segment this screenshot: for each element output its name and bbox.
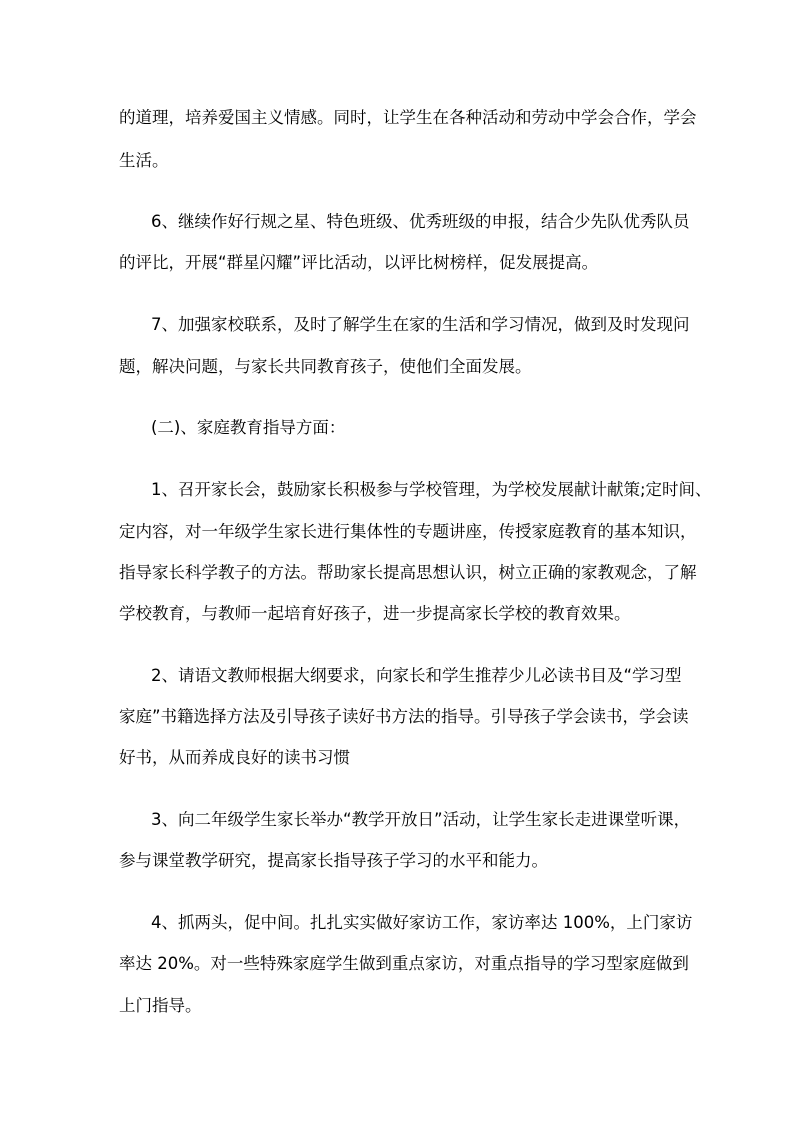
list-item-4-line: 上门指导。	[119, 996, 202, 1015]
list-item-2-line: 2、请语文教师根据大纲要求，向家长和学生推荐少儿必读书目及“学习型	[151, 666, 682, 685]
body-text-line: 生活。	[119, 151, 169, 170]
list-item-7-line: 题，解决问题，与家长共同教育孩子，使他们全面发展。	[119, 357, 532, 376]
list-item-3-line: 3、向二年级学生家长举办“教学开放日”活动，让学生家长走进课堂听课，	[151, 810, 691, 829]
list-item-7-line: 7、加强家校联系，及时了解学生在家的生活和学习情况，做到及时发现问	[151, 315, 690, 334]
list-item-2-line: 好书，从而养成良好的读书习惯	[119, 748, 350, 767]
body-text-line: 的道理，培养爱国主义情感。同时，让学生在各种活动和劳动中学会合作，学会	[119, 108, 697, 127]
list-item-1-line: 1、召开家长会，鼓励家长积极参与学校管理，为学校发展献计献策;定时间、	[151, 480, 712, 499]
list-item-4-line: 4、抓两头，促中间。扎扎实实做好家访工作，家访率达 100%，上门家访	[151, 913, 693, 932]
list-item-2-line: 家庭”书籍选择方法及引导孩子读好书方法的指导。引导孩子学会读书，学会读	[119, 707, 689, 726]
list-item-6-line: 的评比，开展“群星闪耀”评比活动，以评比树榜样，促发展提高。	[119, 253, 599, 272]
list-item-1-line: 定内容，对一年级学生家长进行集体性的专题讲座，传授家庭教育的基本知识，	[119, 522, 697, 541]
list-item-3-line: 参与课堂教学研究，提高家长指导孩子学习的水平和能力。	[119, 851, 548, 870]
list-item-4-line: 率达 20%。对一些特殊家庭学生做到重点家访，对重点指导的学习型家庭做到	[119, 954, 689, 973]
list-item-6-line: 6、继续作好行规之星、特色班级、优秀班级的申报，结合少先队优秀队员	[151, 212, 690, 231]
section-heading: (二)、家庭教育指导方面：	[151, 418, 346, 437]
list-item-1-line: 指导家长科学教子的方法。帮助家长提高思想认识，树立正确的家教观念，了解	[119, 563, 697, 582]
list-item-1-line: 学校教育，与教师一起培育好孩子，进一步提高家长学校的教育效果。	[119, 604, 631, 623]
